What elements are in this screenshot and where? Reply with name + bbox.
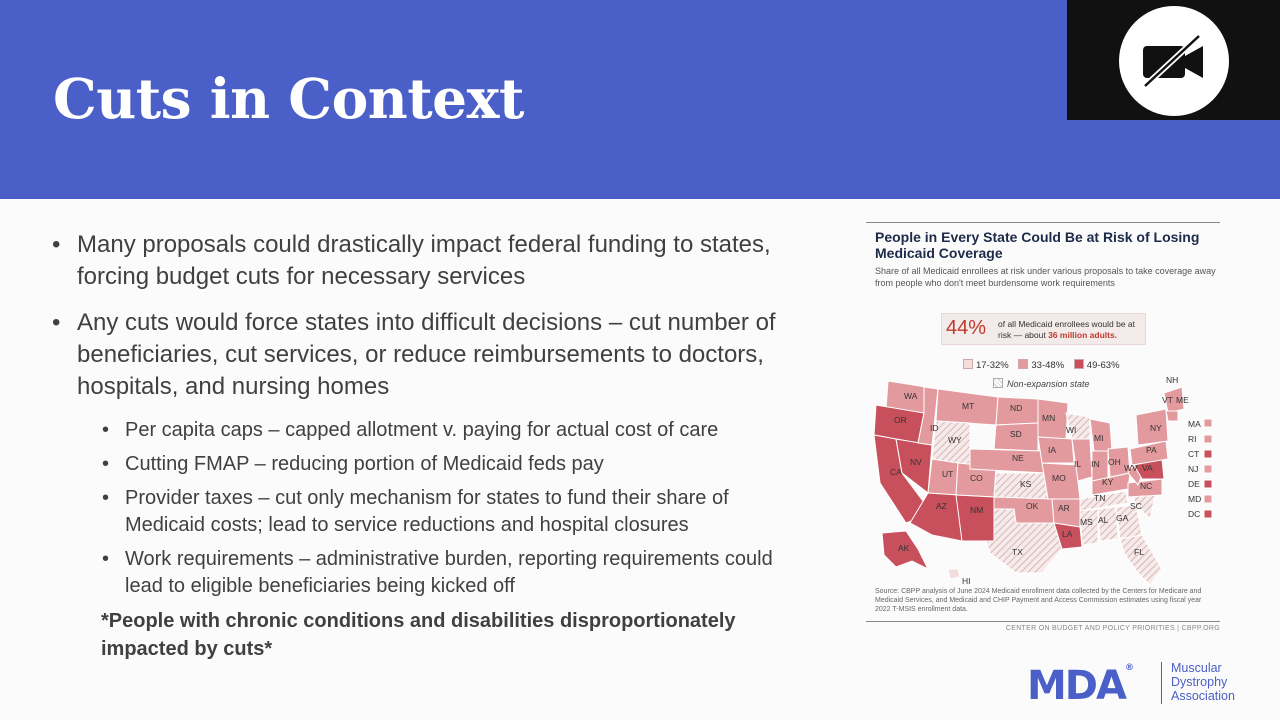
logo-wordmark [1171, 661, 1235, 703]
state-label: GA [1116, 513, 1129, 523]
state-region [956, 495, 994, 541]
state-region [1080, 509, 1098, 545]
bullet-item [52, 307, 812, 403]
state-label: AK [898, 543, 910, 553]
bullet-dot: • [52, 231, 61, 258]
state-label: OH [1108, 457, 1121, 467]
legend-label: 17-32% [976, 360, 1009, 371]
bullet-item [52, 229, 812, 293]
sub-bullet-text: Cutting FMAP – reducing portion of Medicaid feds pay [125, 453, 604, 475]
state-label: MD [1188, 494, 1202, 504]
state-label: MA [1188, 419, 1201, 429]
logo-line: Muscular [1171, 661, 1222, 675]
state-swatch [1204, 419, 1212, 427]
legend-nonexpansion-label: Non-expansion state [1007, 379, 1090, 389]
state-label: KY [1102, 477, 1114, 487]
bullet-dot: • [102, 548, 110, 570]
state-label: CO [970, 473, 983, 483]
logo-divider [1161, 662, 1162, 704]
video-off-icon[interactable] [1119, 6, 1229, 116]
state-swatch [1204, 435, 1212, 443]
state-label: TX [1012, 547, 1023, 557]
sub-bullet-item [52, 485, 812, 539]
state-label: WA [904, 391, 918, 401]
logo-registered: ® [1124, 663, 1132, 673]
state-label: WI [1066, 425, 1077, 435]
video-tile[interactable] [1067, 0, 1280, 120]
bullet-dot: • [52, 309, 61, 336]
state-label: TN [1094, 493, 1106, 503]
figure-source: Source: CBPP analysis of June 2024 Medicaid enrollment data collected by the Centers for Medicare and Medicaid Services, and Medicaid and CHIP Payment and Access Commission estimates using fiscal year 2022 T-MSIS enrollment data. [875, 588, 1202, 613]
medicaid-map-figure [866, 222, 1220, 634]
state-label: MT [962, 401, 975, 411]
state-label: ID [930, 423, 939, 433]
state-region [1166, 411, 1178, 421]
bullet-text: Many proposals could drastically impact federal funding to states, forcing budget cuts for necessary services [77, 231, 771, 290]
bullet-dot: • [102, 419, 110, 441]
state-swatch [1204, 450, 1212, 458]
state-label: LA [1062, 529, 1073, 539]
state-region [970, 449, 1046, 473]
state-region [1120, 535, 1162, 585]
state-label: VA [1142, 463, 1153, 473]
sub-bullet-item [52, 417, 812, 444]
state-label: NV [910, 457, 922, 467]
legend-item [1074, 360, 1120, 371]
sub-bullet-text: Work requirements – administrative burden, reporting requirements could lead to eligible beneficiaries being kicked off [125, 548, 773, 597]
figure-credit: CENTER ON BUDGET AND POLICY PRIORITIES | CBPP.ORG [1005, 625, 1220, 632]
state-label: WV [1124, 463, 1138, 473]
state-label: DC [1188, 509, 1201, 519]
bullet-text: Any cuts would force states into difficult decisions – cut number of beneficiaries, cut services, or reduce reimbursements to doctors, hospitals, and nursing homes [77, 309, 776, 400]
legend-swatch [1018, 359, 1028, 369]
state-label: IL [1074, 459, 1082, 469]
state-label: ND [1010, 403, 1023, 413]
state-swatch [1204, 495, 1212, 503]
state-label: NH [1166, 375, 1179, 385]
us-states-map [866, 373, 1220, 588]
sub-bullet-text: Per capita caps – capped allotment v. paying for actual cost of care [125, 419, 719, 441]
legend-swatch [963, 359, 973, 369]
legend-label: 33-48% [1031, 360, 1065, 371]
sub-bullet-item [52, 451, 812, 478]
state-region [948, 569, 960, 579]
stat-text [998, 319, 1143, 341]
sub-bullet-text: Provider taxes – cut only mechanism for states to fund their share of Medicaid costs; lead to service reductions and hospital closures [125, 487, 729, 536]
logo-line: Dystrophy [1171, 675, 1228, 689]
stat-callout [941, 313, 1146, 345]
state-label: PA [1146, 445, 1157, 455]
figure-subtitle: Share of all Medicaid enrollees at risk under various proposals to take coverage away from people who don't meet burdensome work requirements [875, 266, 1216, 288]
state-label: VT [1162, 395, 1173, 405]
figure-title: People in Every State Could Be at Risk of Losing Medicaid Coverage [875, 229, 1200, 261]
state-label: OK [1026, 501, 1039, 511]
bullet-list [52, 229, 812, 663]
legend-item [1018, 360, 1064, 371]
bullet-dot: • [102, 453, 110, 475]
state-label: KS [1020, 479, 1032, 489]
stat-text-a: of all Medicaid enrollees would be at risk — about [998, 319, 1136, 340]
legend-label: 49-63% [1086, 360, 1120, 371]
state-swatch [1204, 465, 1212, 473]
state-label: NC [1140, 481, 1153, 491]
figure-divider [866, 621, 1220, 622]
state-label: CT [1188, 449, 1200, 459]
state-label: MO [1052, 473, 1066, 483]
state-label: ME [1176, 395, 1189, 405]
state-label: MI [1094, 433, 1104, 443]
state-swatch [1204, 510, 1212, 518]
state-label: NJ [1188, 464, 1199, 474]
sub-bullet-item [52, 546, 812, 600]
state-label: RI [1188, 434, 1197, 444]
state-label: SD [1010, 429, 1022, 439]
slide-title: Cuts in Context [53, 66, 524, 131]
bullet-dot: • [102, 487, 110, 509]
map-legend [963, 359, 1127, 371]
state-label: AL [1098, 515, 1109, 525]
state-label: IN [1091, 459, 1100, 469]
state-label: MN [1042, 413, 1056, 423]
emphasis-note: *People with chronic conditions and disabilities disproportionately impacted by cuts* [101, 610, 736, 660]
mda-logo [1027, 660, 1267, 710]
stat-text-b: 36 million adults. [1048, 330, 1118, 340]
state-label: NY [1150, 423, 1162, 433]
state-label: FL [1134, 547, 1144, 557]
legend-swatch [1074, 359, 1084, 369]
logo-mark [1027, 663, 1132, 709]
state-label: AR [1058, 503, 1070, 513]
state-label: IA [1048, 445, 1057, 455]
state-label: NE [1012, 453, 1024, 463]
state-label: WY [948, 435, 962, 445]
stat-value: 44% [946, 317, 987, 339]
logo-mark-text: MDA [1027, 663, 1125, 709]
legend-item [963, 360, 1009, 371]
state-label: DE [1188, 479, 1200, 489]
logo-line: Association [1171, 689, 1235, 703]
state-label: UT [942, 469, 954, 479]
state-label: MS [1080, 517, 1093, 527]
state-label: HI [962, 576, 971, 586]
state-swatch [1204, 480, 1212, 488]
state-label: AZ [936, 501, 947, 511]
state-label: SC [1130, 501, 1142, 511]
state-label: CA [890, 467, 902, 477]
state-label: NM [970, 505, 984, 515]
state-label: OR [894, 415, 907, 425]
